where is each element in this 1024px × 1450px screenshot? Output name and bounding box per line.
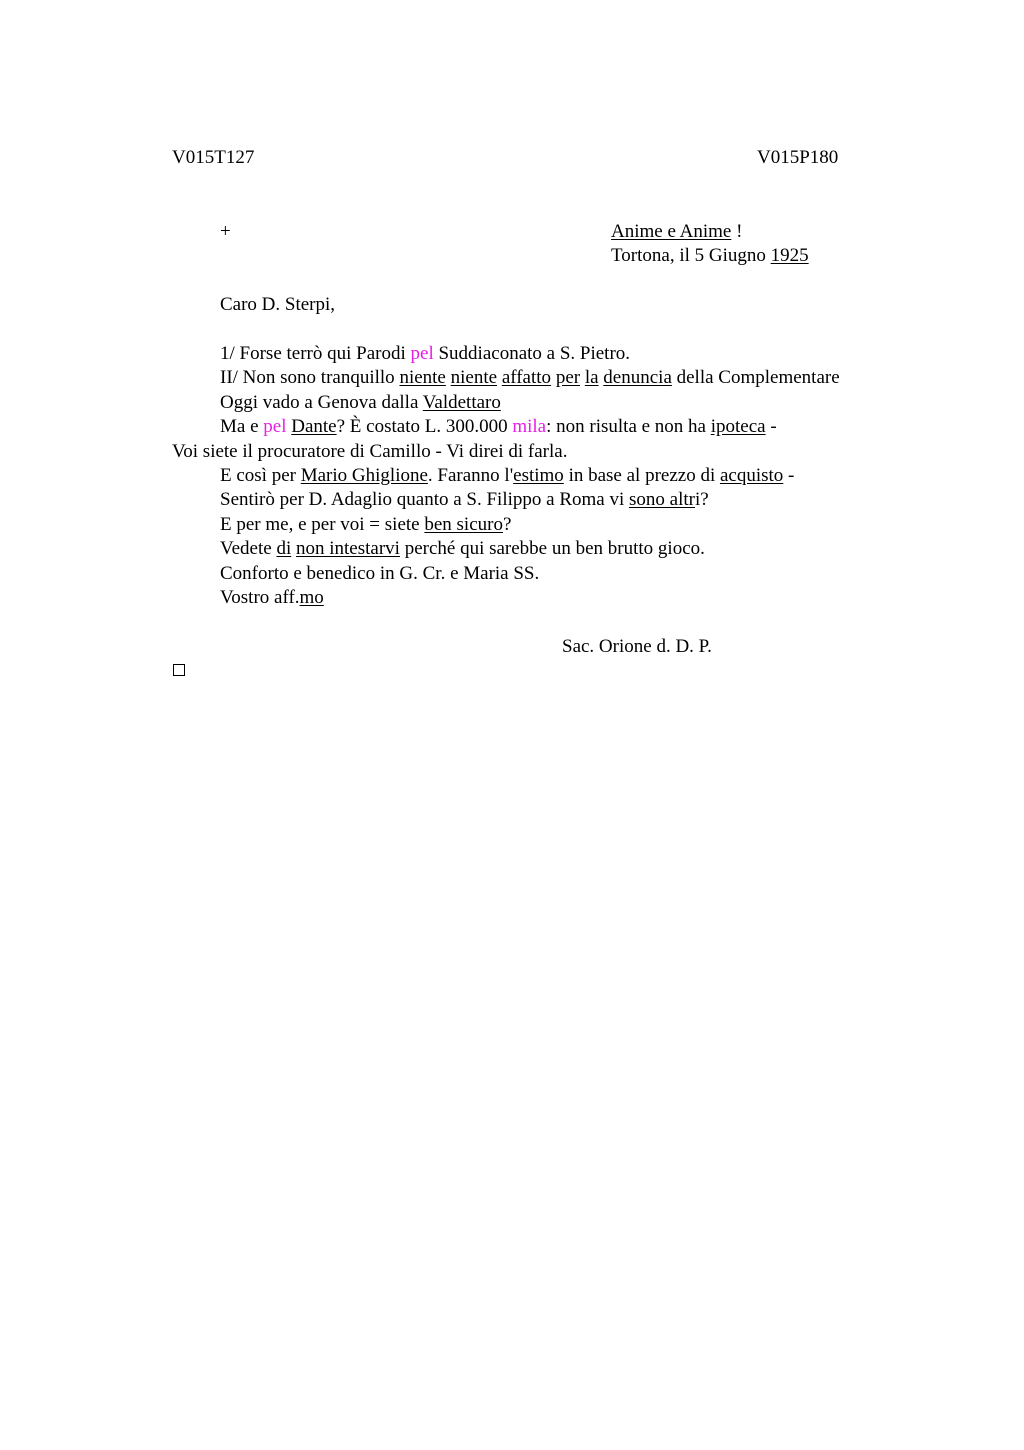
document-code-right: V015P180	[757, 147, 839, 168]
motto-after: !	[731, 221, 743, 242]
dateline-year: 1925	[770, 245, 809, 266]
line-text: Suddiaconato a S. Pietro.	[433, 343, 631, 364]
underlined-text: Mario Ghiglione	[300, 465, 428, 486]
line-text: ?	[502, 513, 512, 535]
underlined-text: niente	[399, 367, 446, 389]
letter-line	[220, 464, 794, 488]
line-text: Sentirò per D. Adaglio quanto a S. Filippo a Roma vi	[220, 489, 629, 511]
letter-line	[172, 440, 567, 464]
underlined-text: ipoteca	[710, 416, 766, 438]
motto	[611, 220, 742, 244]
dateline-place-date: Tortona, il 5 Giugno	[611, 245, 771, 266]
line-text: in base al prezzo di	[563, 465, 720, 486]
greeting: Caro D. Sterpi,	[220, 294, 336, 315]
line-text: . Faranno l'	[427, 465, 514, 486]
line-text: Conforto e benedico in G. Cr. e Maria SS.	[220, 562, 540, 584]
letter-line	[220, 513, 511, 537]
letter-line	[220, 562, 539, 586]
underlined-text: denuncia	[603, 367, 672, 389]
cross-symbol: +	[220, 221, 231, 242]
highlighted-text: mila	[512, 416, 547, 438]
letter-line	[220, 342, 630, 366]
line-text: della Complementare	[671, 367, 840, 389]
underlined-text: sono altr	[629, 489, 695, 511]
line-text: 1/ Forse terrò qui Parodi	[220, 343, 411, 364]
letter-line	[220, 415, 777, 439]
letter-line	[220, 586, 324, 610]
line-text: Vostro aff.	[220, 587, 300, 608]
underlined-text: per	[555, 367, 581, 389]
underlined-text: la	[584, 367, 599, 389]
line-text: E così per	[220, 465, 301, 486]
line-text: Voi siete il procuratore di Camillo - Vi direi di farla.	[172, 440, 568, 462]
line-text: : non risulta e non ha	[546, 416, 711, 438]
underlined-text: ben sicuro	[424, 513, 503, 535]
line-text: Ma e	[220, 416, 264, 438]
highlighted-text: pel	[263, 416, 287, 438]
underlined-text: di	[276, 538, 292, 560]
line-text: perché qui sarebbe un ben brutto gioco.	[399, 538, 705, 560]
line-text: Vedete	[220, 538, 277, 560]
underlined-text: acquisto	[719, 465, 784, 486]
letter-line	[220, 488, 709, 512]
line-text: Oggi vado a Genova dalla	[220, 391, 423, 413]
line-text: i?	[694, 489, 709, 511]
underlined-text: estimo	[513, 465, 564, 486]
underlined-text: affatto	[501, 367, 552, 389]
underlined-text: Valdettaro	[422, 391, 501, 413]
signature: Sac. Orione d. D. P.	[562, 636, 712, 657]
letter-line	[220, 366, 840, 390]
line-text: II/ Non sono tranquillo	[220, 367, 400, 389]
letter-line	[220, 391, 501, 415]
letter-line	[220, 537, 705, 561]
line-text: -	[765, 416, 777, 438]
line-text: E per me, e per voi = siete	[220, 513, 425, 535]
underlined-text: niente	[450, 367, 498, 389]
document-code-left: V015T127	[172, 147, 255, 168]
end-box-icon	[173, 664, 185, 676]
dateline	[611, 244, 809, 268]
underlined-text: mo	[299, 587, 324, 608]
line-text: -	[783, 465, 795, 486]
motto-underlined: Anime e Anime	[611, 221, 732, 242]
highlighted-text: pel	[410, 343, 434, 364]
line-text: ? È costato L. 300.000	[336, 416, 513, 438]
underlined-text: Dante	[291, 416, 337, 438]
underlined-text: non intestarvi	[295, 538, 400, 560]
